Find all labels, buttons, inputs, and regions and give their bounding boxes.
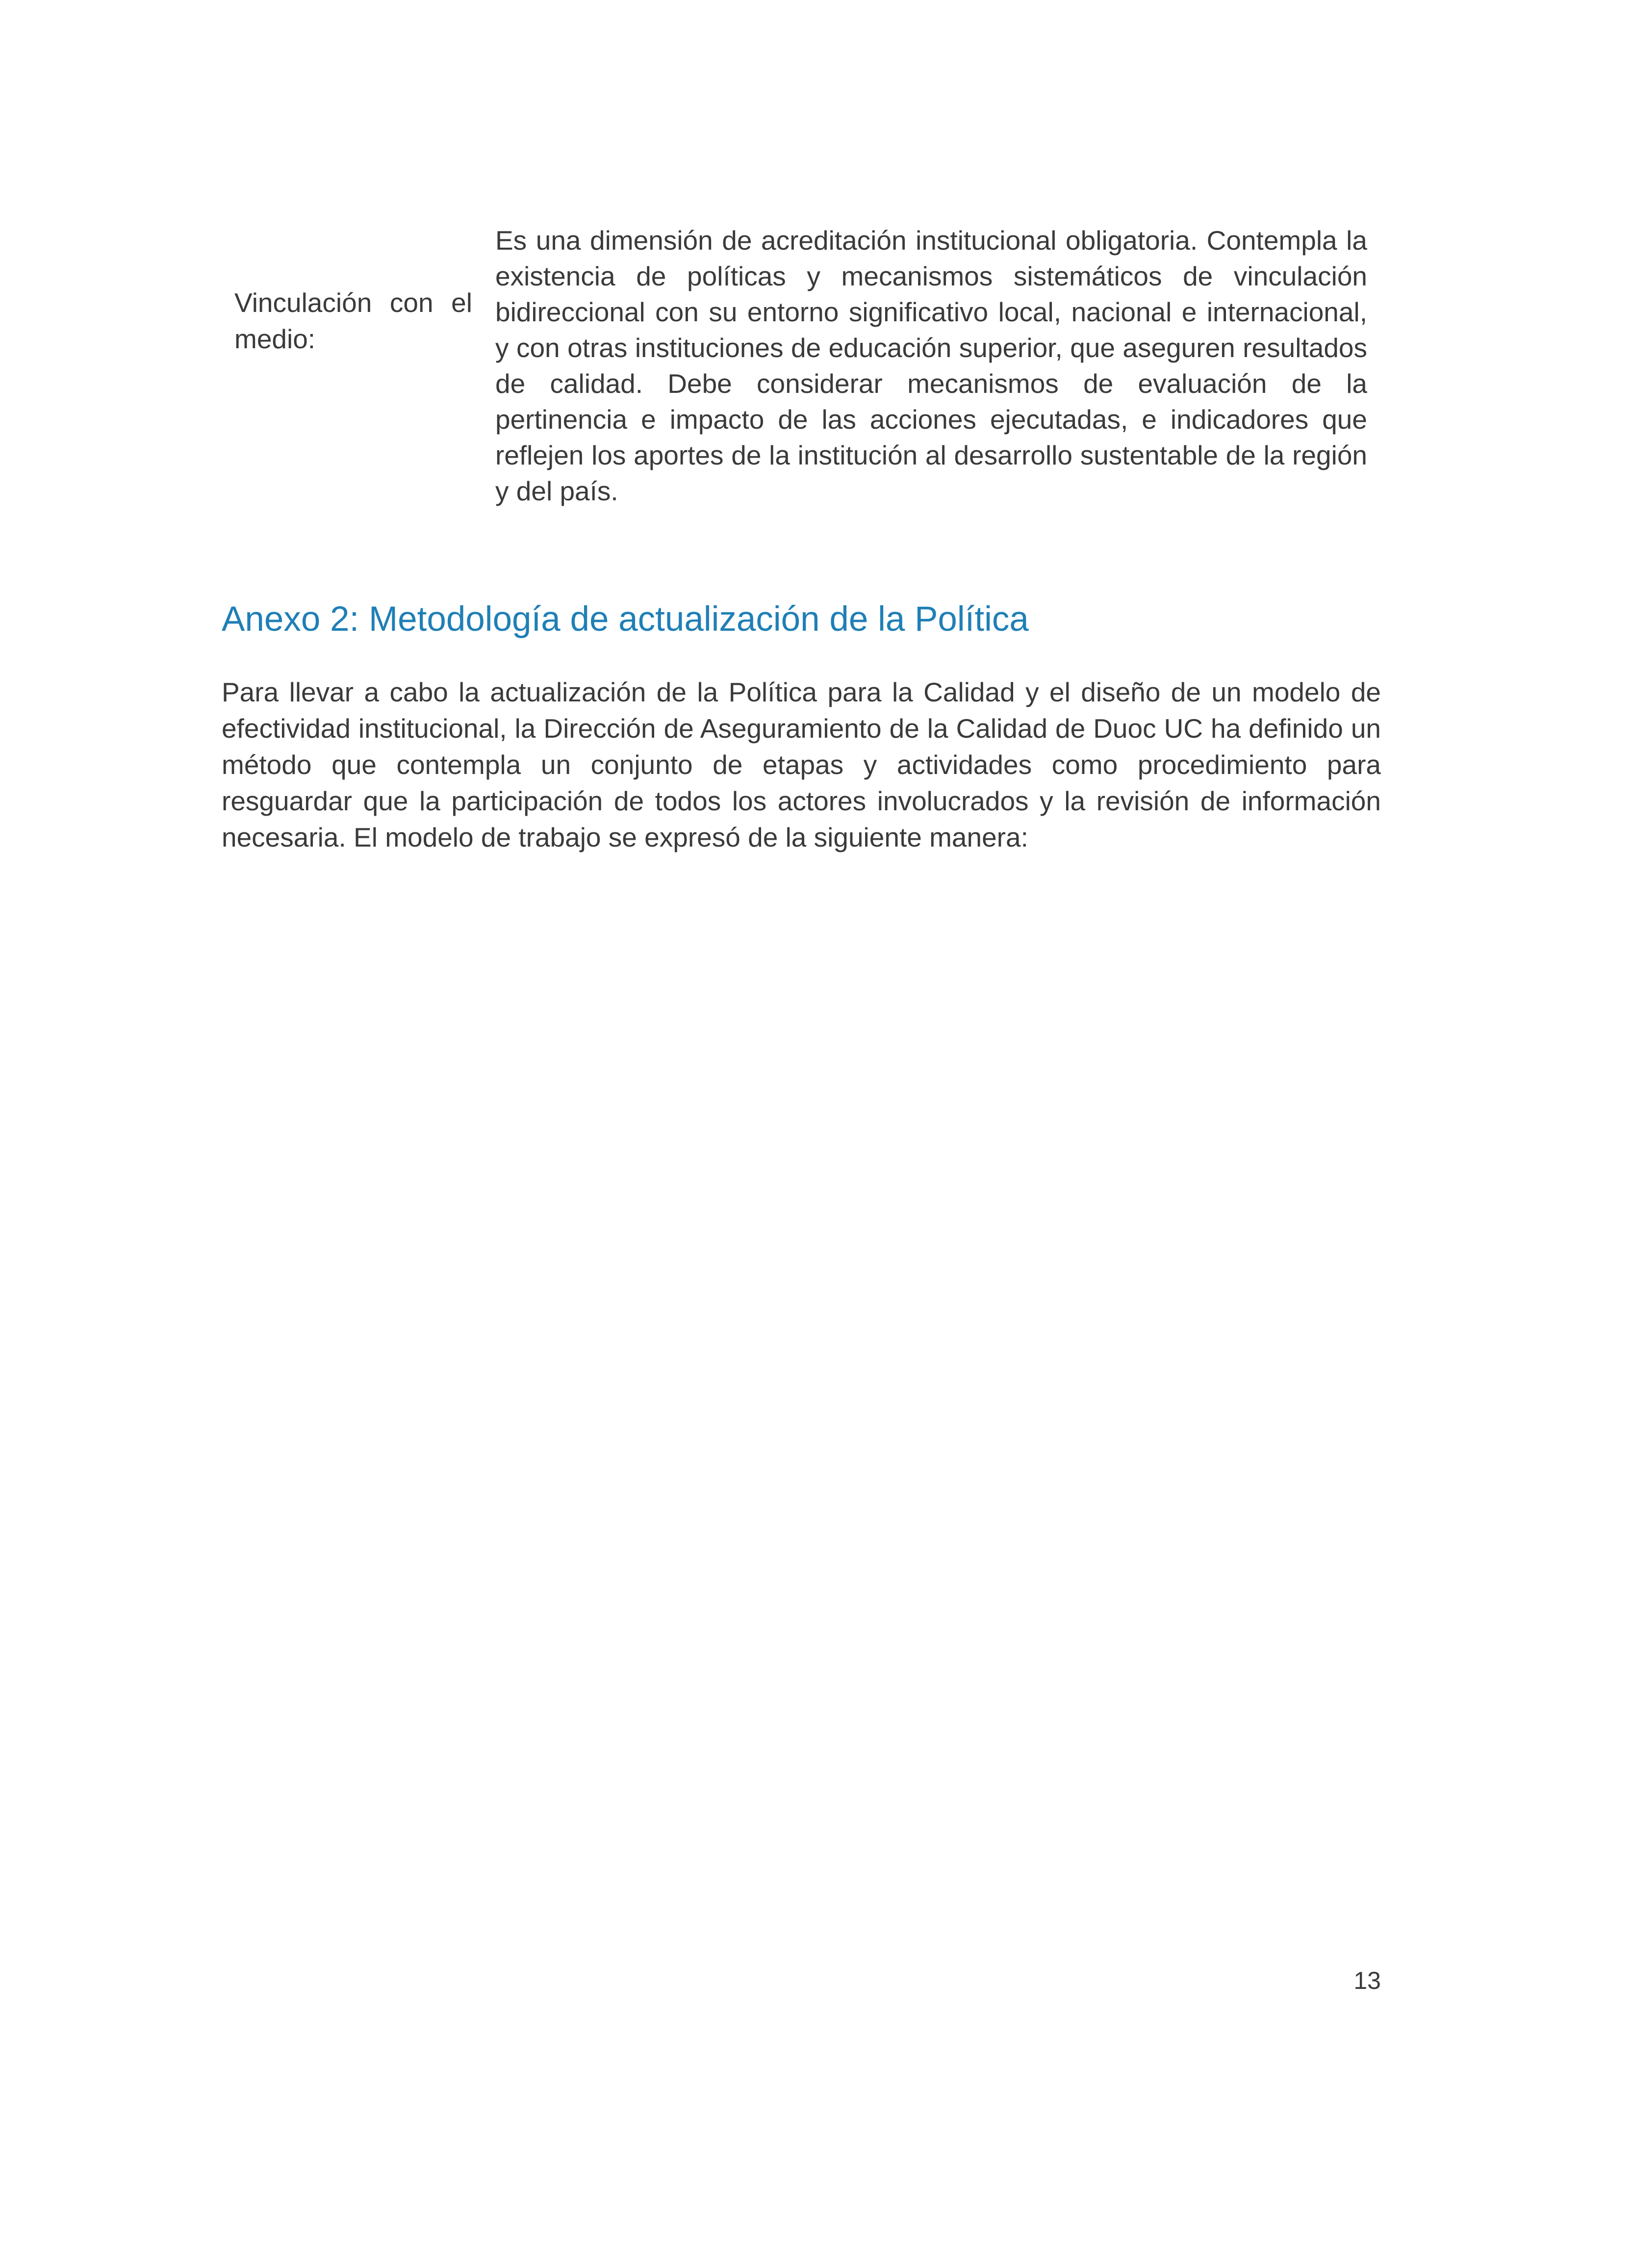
definition-term: Vinculación con el medio: bbox=[234, 287, 472, 354]
section-paragraph: Para llevar a cabo la actualización de la Política para la Calidad y el diseño de un modelo de efectividad institucional, la Dirección de Aseguramiento de la Calidad de Duoc UC ha definido un método que contempla un conjunto de etapas y actividades como procedimiento para resguardar que la participación de todos los actores involucrados y la revisión de información necesaria. El modelo de trabajo se expresó de la siguiente manera: bbox=[222, 677, 1381, 852]
page-number: 13 bbox=[1353, 1967, 1381, 1994]
definition-text: Es una dimensión de acreditación institucional obligatoria. Contempla la existencia de políticas y mecanismos sistemáticos de vinculación bidireccional con su entorno significativo local, nacional e internacional, y con otras instituciones de educación superior, que aseguren resultados de calidad. Debe considerar mecanismos de evaluación de la pertinencia e impacto de las acciones ejecutadas, e indicadores que reflejen los aportes de la institución al desarrollo sustentable de la región y del país. bbox=[495, 225, 1367, 506]
section-heading: Anexo 2: Metodología de actualización de la Política bbox=[222, 600, 1029, 639]
